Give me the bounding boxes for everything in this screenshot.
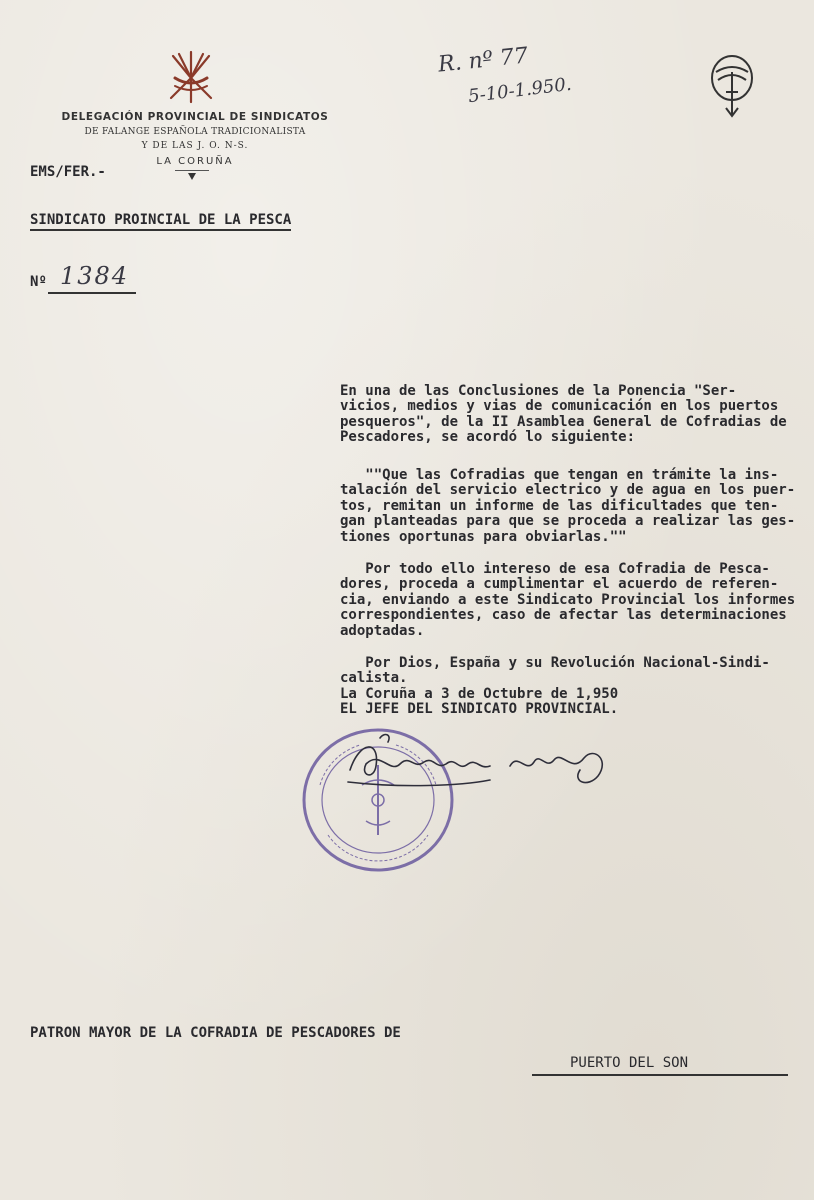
text-line: En una de las Conclusiones de la Ponencia "Ser- (340, 383, 737, 399)
department-title: SINDICATO PROINCIAL DE LA PESCA (30, 212, 291, 231)
text-line: talación del servicio electrico y de agua en los puer- (340, 482, 796, 499)
text-line: tos, remitan un informe de las dificultades que ten- (340, 497, 779, 514)
letterhead-line-2: DE FALANGE ESPAÑOLA TRADICIONALISTA (84, 127, 306, 137)
text-line: Pescadores, se acordó lo siguiente: (340, 429, 636, 446)
letterhead-line-1: DELEGACIÓN PROVINCIAL DE SINDICATOS (61, 111, 329, 123)
text-line: dores, proceda a cumplimentar el acuerdo de referen- (340, 576, 779, 593)
registry-annotation: R. nº 77 (436, 43, 530, 78)
addressee: PATRON MAYOR DE LA COFRADIA DE PESCADORES DE (30, 1025, 401, 1041)
paragraph-3 (340, 562, 814, 639)
text-line: gan planteadas para que se proceda a realizar las ges- (340, 513, 796, 530)
paragraph-2-quotation (340, 468, 814, 545)
text-line: correspondientes, caso de afectar las determinaciones (340, 607, 787, 624)
letterhead-city: LA CORUÑA (156, 156, 234, 167)
number-label: Nº (30, 274, 47, 290)
yoke-and-arrows-icon (165, 48, 217, 106)
text-line: vicios, medios y vias de comunicación en los puertos (340, 398, 779, 415)
destination-port: PUERTO DEL SON (570, 1055, 689, 1071)
closing-block (340, 656, 814, 718)
cross-seal-icon (708, 52, 756, 120)
closing-salutation: Por Dios, España y su Revolución Nacional-Sindi- (340, 655, 770, 671)
document-number: 1384 (60, 262, 130, 290)
letterhead-triangle-icon (188, 173, 196, 180)
text-line: adoptadas. (340, 622, 425, 639)
place-and-date: La Coruña a 3 de Octubre de 1,950 (340, 685, 619, 702)
handwritten-signature (340, 730, 630, 800)
text-line: ""Que las Cofradias que tengan en trámite la ins- (340, 467, 779, 483)
closing-salutation-end: calista. (340, 670, 408, 687)
text-line: Por todo ello intereso de esa Cofradia de Pesca- (340, 561, 770, 577)
paragraph-1 (340, 384, 814, 446)
text-line: pesqueros", de la II Asamblea General de Cofradias de (340, 413, 787, 430)
text-line: tiones oportunas para obviarlas."" (340, 528, 627, 545)
letterhead-rule (175, 170, 209, 171)
reference-code: EMS/FER.- (30, 164, 106, 180)
text-line: cia, enviando a este Sindicato Provincial los informes (340, 591, 796, 608)
letterhead-line-3: Y DE LAS J. O. N-S. (141, 141, 249, 151)
destination-underline (532, 1074, 788, 1076)
signatory-title: EL JEFE DEL SINDICATO PROVINCIAL. (340, 701, 619, 718)
date-annotation: 5-10-1.950. (467, 73, 573, 108)
number-underline (48, 292, 136, 294)
